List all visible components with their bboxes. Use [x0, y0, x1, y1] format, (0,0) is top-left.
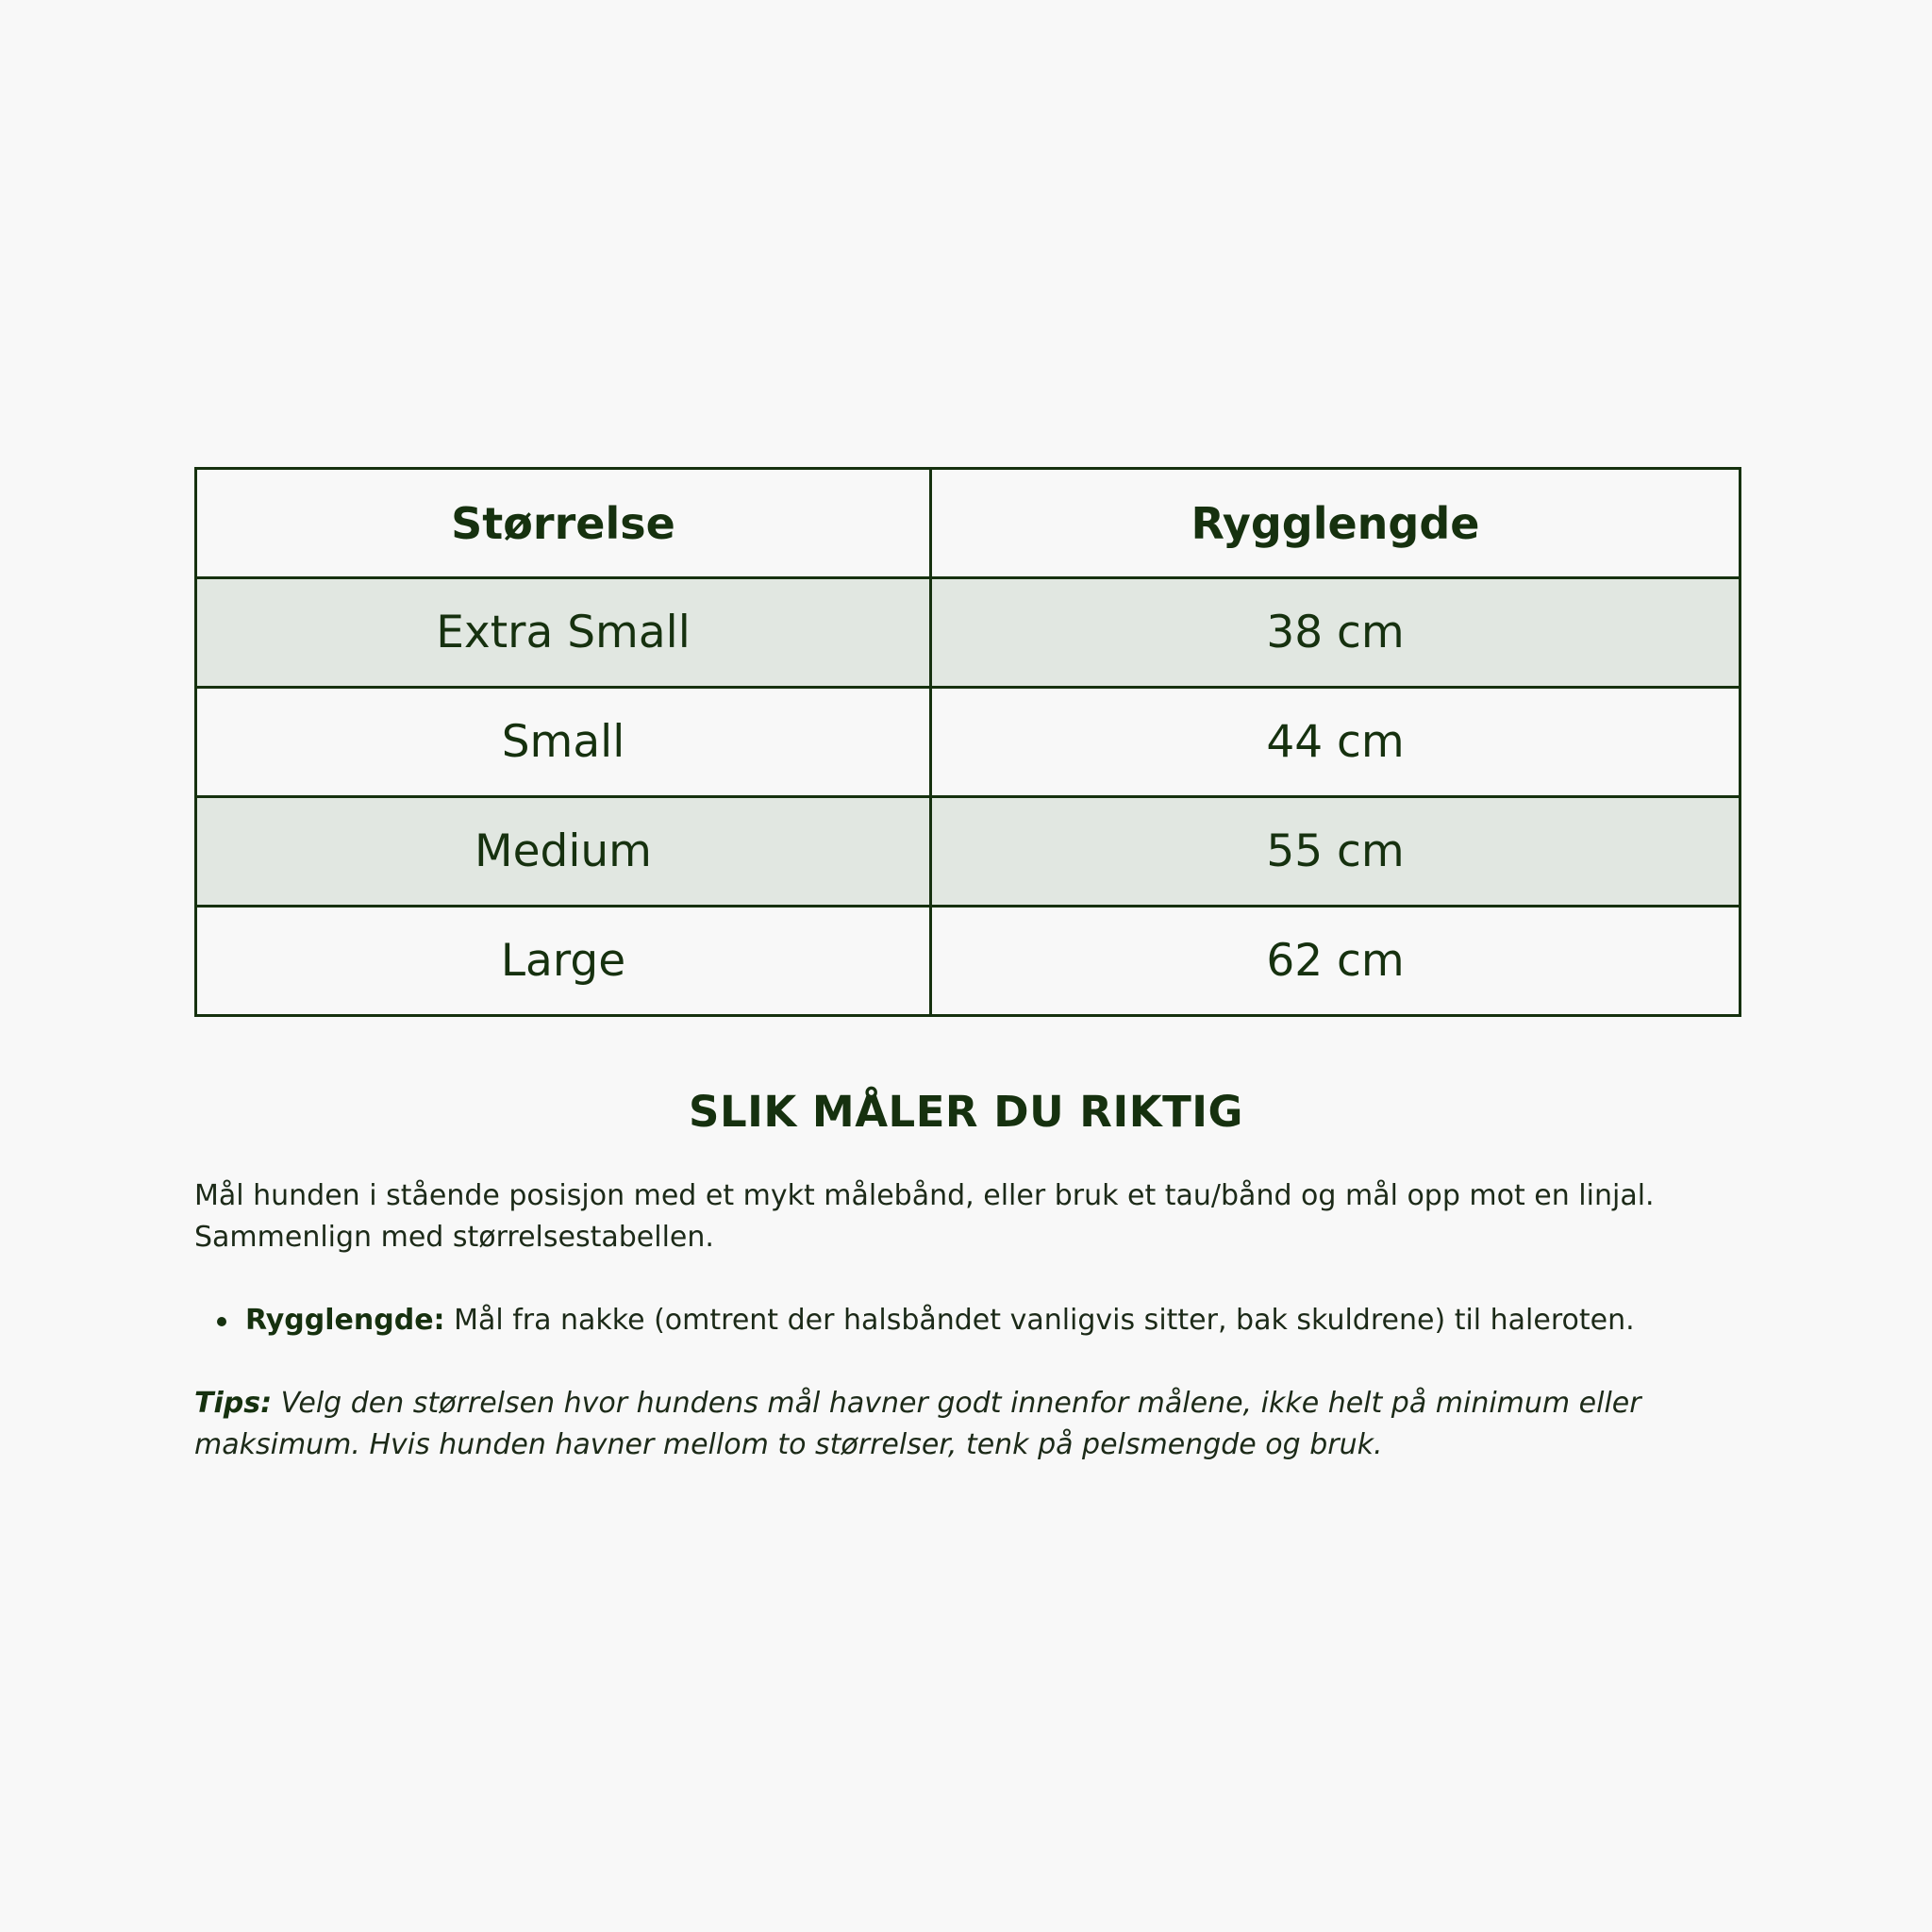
- intro-paragraph: Mål hunden i stående posisjon med et mykt målebånd, eller bruk et tau/bånd og mål opp mot en linjal. Sammenlign med størrelsestabellen.: [194, 1179, 1655, 1254]
- tips-paragraph: [194, 1383, 1760, 1466]
- list-item: [194, 1300, 1779, 1341]
- length-cell: 38 cm: [931, 578, 1740, 688]
- tips-text: Velg den størrelsen hvor hundens mål havner godt innenfor målene, ikke helt på minimum eller maksimum. Hvis hunden havner mellom to størrelser, tenk på pelsmengde og bruk.: [194, 1387, 1641, 1461]
- list-item-term: Rygglengde:: [245, 1304, 445, 1337]
- table-row: [196, 907, 1740, 1016]
- column-header-size: Størrelse: [196, 469, 931, 578]
- size-table: [194, 467, 1741, 1017]
- size-cell: Large: [196, 907, 931, 1016]
- size-cell: Medium: [196, 797, 931, 907]
- table-header-row: [196, 469, 1740, 578]
- column-header-back-length: Rygglengde: [931, 469, 1740, 578]
- measurement-list: [194, 1300, 1779, 1341]
- length-cell: 44 cm: [931, 688, 1740, 797]
- size-cell: Extra Small: [196, 578, 931, 688]
- table-row: [196, 797, 1740, 907]
- table-row: [196, 578, 1740, 688]
- table-row: [196, 688, 1740, 797]
- section-heading: SLIK MÅLER DU RIKTIG: [689, 1087, 1243, 1137]
- length-cell: 55 cm: [931, 797, 1740, 907]
- length-cell: 62 cm: [931, 907, 1740, 1016]
- tips-label: Tips:: [194, 1387, 273, 1420]
- list-item-text: Mål fra nakke (omtrent der halsbåndet vanligvis sitter, bak skuldrene) til haleroten.: [444, 1304, 1635, 1337]
- size-cell: Small: [196, 688, 931, 797]
- bullet-icon: [217, 1317, 226, 1326]
